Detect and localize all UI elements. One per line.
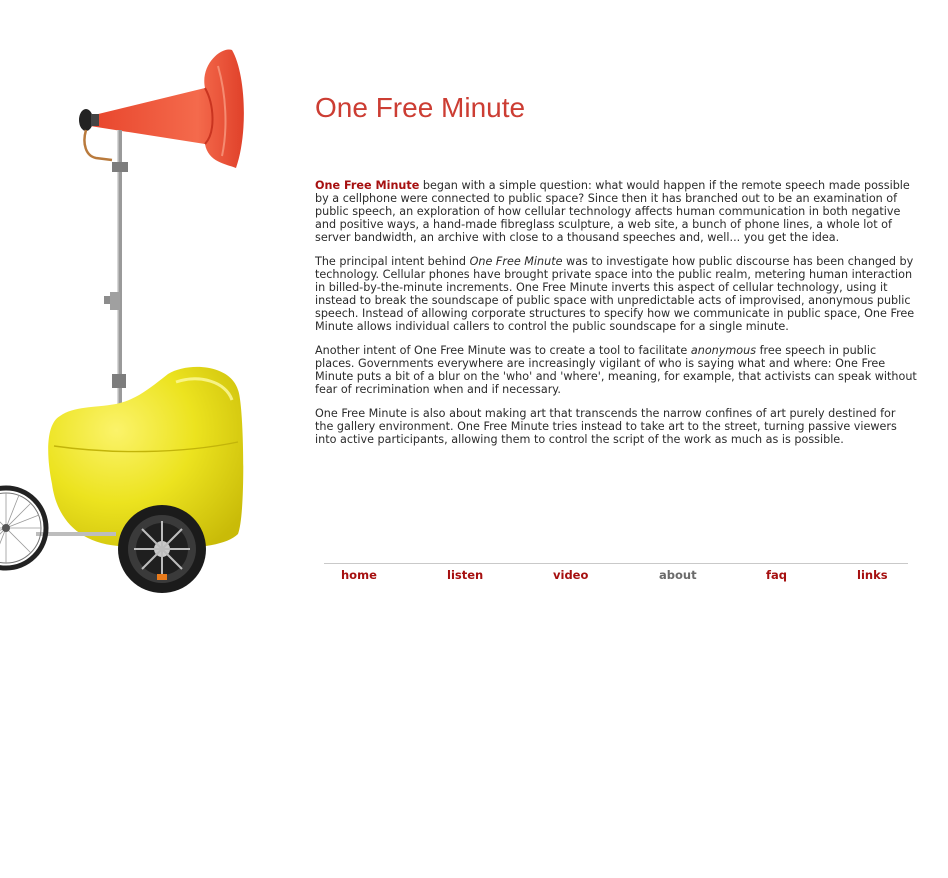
nav-divider [324, 563, 908, 564]
intro-highlight: One Free Minute [315, 179, 420, 192]
anonymity-text-italic: anonymous [690, 344, 757, 357]
intro-paragraph [315, 179, 917, 244]
intent-text-italic: One Free Minute [469, 255, 563, 268]
page-title: One Free Minute [315, 92, 526, 123]
anonymity-text-before: Another intent of One Free Minute was to create a tool to facilitate [315, 344, 691, 357]
intent-text-before: The principal intent behind [315, 255, 470, 268]
intent-text-after: was to investigate how public discourse has been changed by technology. Cellular phones have brought private space into the public realm, metering human interaction in billed-by-the-minute increments. One Free Minute inverts this aspect of cellular technology, using it instead to break the soundscape of public space with unpredictable acts of improvised, anonymous public speech. Instead of allowing corporate structures to specify how we communicate in public space, One Free Minute allows individual callers to control the public soundscape for a single minute. [315, 255, 915, 333]
intent-paragraph [315, 255, 917, 333]
nav-links[interactable]: links [857, 568, 888, 582]
main-nav [324, 568, 908, 586]
nav-video[interactable]: video [553, 568, 589, 582]
nav-listen[interactable]: listen [447, 568, 484, 582]
anonymity-paragraph [315, 344, 917, 396]
art-paragraph: One Free Minute is also about making art that transcends the narrow confines of art purely destined for the gallery environment. One Free Minute tries instead to take art to the street, turning passive viewers into active participants, allowing them to control the script of the work as much as is possible. [315, 407, 897, 446]
nav-about[interactable]: about [659, 568, 697, 582]
article-body [315, 179, 917, 457]
anonymity-text-after: free speech in public places. Governments everywhere are increasingly vigilant of who is saying what and where: One Free Minute puts a bit of a blur on the 'who' and 'where', meaning, for example, that activists can speak without fear of recrimination when and if necessary. [315, 344, 917, 396]
nav-home[interactable]: home [341, 568, 377, 582]
sculpture-image [0, 44, 250, 600]
intro-text: began with a simple question: what would happen if the remote speech made possible by a cellphone were connected to public space? Since then it has branched out to be an examination of public speech, an exploration of how cellular technology affects human communication in both negative and positive ways, a hand-made fibreglass sculpture, a web site, a bunch of phone lines, a whole lot of server bandwidth, an archive with close to a thousand speeches and, well... you get the idea. [315, 179, 910, 244]
nav-faq[interactable]: faq [766, 568, 787, 582]
